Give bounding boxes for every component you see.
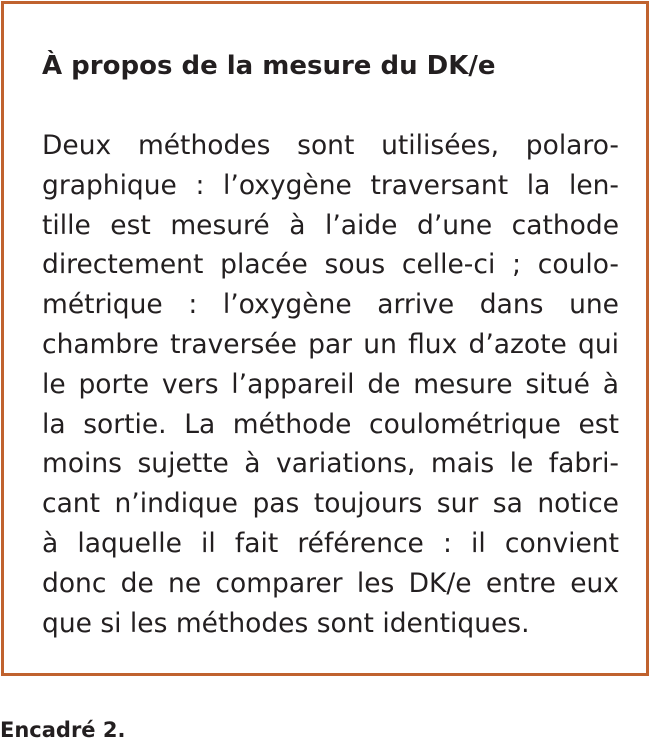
body-line: cant n’indique pas toujours sur sa notice (42, 488, 619, 520)
body-line: graphique : l’oxygène traversant la len- (42, 169, 619, 201)
box-title: À propos de la mesure du DK/e (42, 51, 496, 81)
body-line: donc de ne comparer les DK/e entre eux (42, 567, 619, 599)
sidebar-box (1, 1, 649, 676)
box-body-text (42, 126, 619, 643)
body-line: la sortie. La méthode coulométrique est (42, 408, 619, 440)
body-line: Deux méthodes sont utilisées, polaro- (42, 130, 619, 161)
body-line: métrique : l’oxygène arrive dans une (42, 289, 619, 321)
body-line: que si les méthodes sont identiques. (42, 607, 530, 639)
body-line: à laquelle il fait référence : il convient (42, 527, 619, 559)
figure-caption: Encadré 2. (0, 718, 126, 742)
body-line: le porte vers l’appareil de mesure situé à (42, 368, 619, 400)
body-line: tille est mesuré à l’aide d’une cathode (42, 209, 619, 241)
body-line: chambre traversée par un flux d’azote qui (42, 328, 619, 360)
body-line: directement placée sous celle-ci ; coulo- (42, 249, 619, 281)
body-line: moins sujette à variations, mais le fabri- (42, 448, 619, 480)
